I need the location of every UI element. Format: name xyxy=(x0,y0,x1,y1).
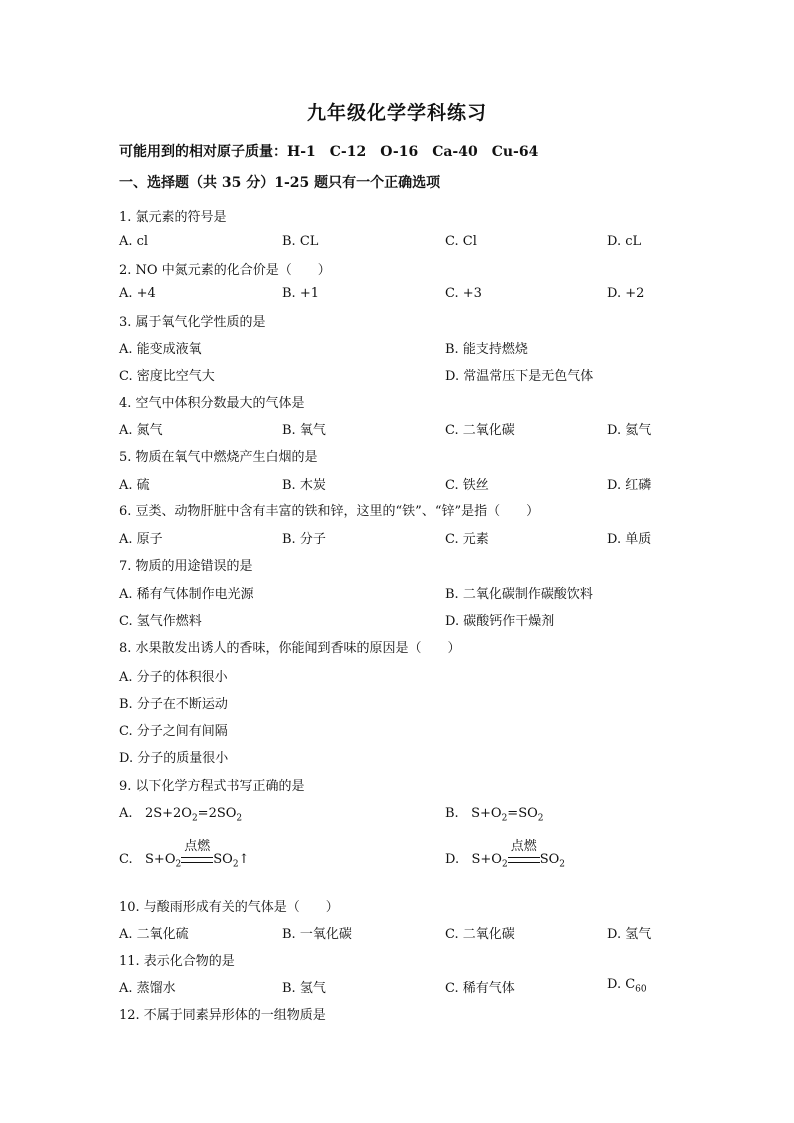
section-heading: 一、选择题（共 35 分）1-25 题只有一个正确选项 xyxy=(119,175,441,191)
question-6: 6. 豆类、动物肝脏中含有丰富的铁和锌，这里的“铁”、“锌”是指（ ） xyxy=(119,504,540,519)
q9-option-b-letter: B. xyxy=(445,806,459,821)
q7-option-b: B. 二氧化碳制作碳酸饮料 xyxy=(445,587,593,602)
q9-option-a xyxy=(119,806,242,824)
q5-option-b: B. 木炭 xyxy=(282,478,326,493)
q6-option-c: C. 元素 xyxy=(445,532,489,547)
q6-option-b: B. 分子 xyxy=(282,532,326,547)
q10-option-c: C. 二氧化碳 xyxy=(445,927,515,942)
reaction-condition: 点燃 xyxy=(181,852,213,867)
q7-option-d: D. 碳酸钙作干燥剂 xyxy=(445,614,555,629)
q5-option-a: A. 硫 xyxy=(119,478,150,493)
q9-option-d xyxy=(445,839,566,870)
q10-option-d: D. 氢气 xyxy=(607,927,652,942)
q3-option-b: B. 能支持燃烧 xyxy=(445,342,528,357)
q11-option-c: C. 稀有气体 xyxy=(445,981,515,996)
q2-option-b: B. +1 xyxy=(282,286,319,301)
q9-equation-c: $S+O_2$ 点燃 $SO_2↑$ xyxy=(145,839,250,870)
q5-option-d: D. 红磷 xyxy=(607,478,652,493)
reaction-condition: 点燃 xyxy=(508,852,540,867)
q1-option-a: A. cl xyxy=(119,234,149,249)
q10-option-b: B. 一氧化碳 xyxy=(282,927,352,942)
q3-option-c: C. 密度比空气大 xyxy=(119,369,215,384)
q11-option-a: A. 蒸馏水 xyxy=(119,981,176,996)
q11-option-b: B. 氢气 xyxy=(282,981,326,996)
q3-option-a: A. 能变成液氧 xyxy=(119,342,202,357)
question-3: 3. 属于氧气化学性质的是 xyxy=(119,315,266,330)
q9-equation-b: $S+O_2=SO_2$ xyxy=(471,806,544,824)
q7-option-c: C. 氢气作燃料 xyxy=(119,614,202,629)
q8-option-d: D. 分子的质量很小 xyxy=(119,751,229,766)
q9-equation-d: $S+O_2$ 点燃 $SO_2$ xyxy=(471,839,566,870)
q9-option-a-letter: A. xyxy=(119,806,133,821)
q9-equation-a: $2S+2O_2=2SO_2$ xyxy=(144,806,243,824)
q4-option-d: D. 氦气 xyxy=(607,423,652,438)
q4-option-b: B. 氧气 xyxy=(282,423,326,438)
question-11: 11. 表示化合物的是 xyxy=(119,954,235,969)
question-12: 12. 不属于同素异形体的一组物质是 xyxy=(119,1008,326,1023)
gas-arrow-icon: ↑ xyxy=(238,852,250,867)
question-10: 10. 与酸雨形成有关的气体是（ ） xyxy=(119,900,339,915)
question-5: 5. 物质在氧气中燃烧产生白烟的是 xyxy=(119,450,318,465)
question-7: 7. 物质的用途错误的是 xyxy=(119,559,253,574)
q8-option-a: A. 分子的体积很小 xyxy=(119,670,228,685)
q5-option-c: C. 铁丝 xyxy=(445,478,489,493)
atomic-masses: 可能用到的相对原子质量：H-1 C-12 O-16 Ca-40 Cu-64 xyxy=(119,144,539,160)
question-9: 9. 以下化学方程式书写正确的是 xyxy=(119,779,305,794)
q10-option-a: A. 二氧化硫 xyxy=(119,927,189,942)
q2-option-d: D. +2 xyxy=(607,286,645,301)
q6-option-d: D. 单质 xyxy=(607,532,652,547)
question-2: 2. NO 中氮元素的化合价是（ ） xyxy=(119,263,331,278)
q3-option-d: D. 常温常压下是无色气体 xyxy=(445,369,594,384)
q4-option-a: A. 氮气 xyxy=(119,423,163,438)
question-1: 1. 氯元素的符号是 xyxy=(119,210,227,225)
question-8: 8. 水果散发出诱人的香味，你能闻到香味的原因是（ ） xyxy=(119,641,461,656)
q8-option-b: B. 分子在不断运动 xyxy=(119,697,228,712)
q7-option-a: A. 稀有气体制作电光源 xyxy=(119,587,254,602)
q11-option-d: D. $C_{60}$ xyxy=(607,977,647,995)
q4-option-c: C. 二氧化碳 xyxy=(445,423,515,438)
q1-option-b: B. CL xyxy=(282,234,319,249)
q9-option-c xyxy=(119,839,250,870)
page-title: 九年级化学学科练习 xyxy=(306,102,487,124)
q6-option-a: A. 原子 xyxy=(119,532,163,547)
q9-option-d-letter: D. xyxy=(445,852,460,867)
question-4: 4. 空气中体积分数最大的气体是 xyxy=(119,396,305,411)
q9-option-c-letter: C. xyxy=(119,852,133,867)
q1-option-c: C. Cl xyxy=(445,234,477,249)
q8-option-c: C. 分子之间有间隔 xyxy=(119,724,228,739)
q1-option-d: D. cL xyxy=(607,234,642,249)
q2-option-a: A. +4 xyxy=(119,286,156,301)
q9-option-b xyxy=(445,806,544,824)
q2-option-c: C. +3 xyxy=(445,286,482,301)
